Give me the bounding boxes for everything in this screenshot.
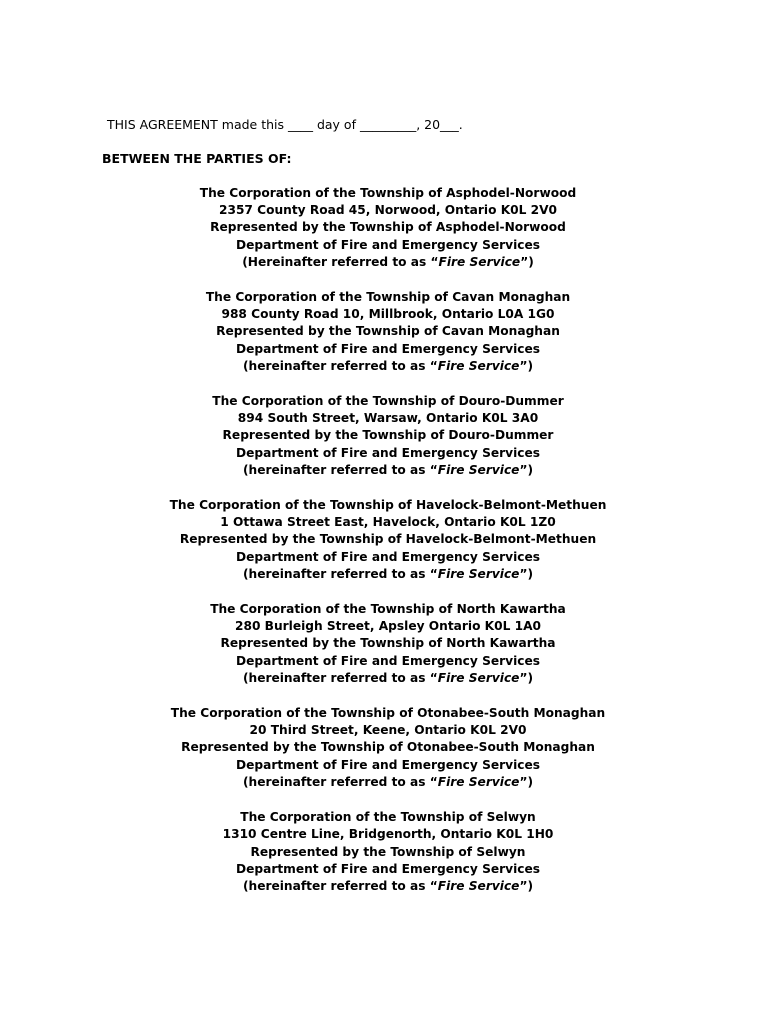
party-referred-to (0, 670, 770, 687)
party-department: Department of Fire and Emergency Services (236, 341, 540, 356)
party-corporation: The Corporation of the Township of Douro-Dummer (212, 394, 564, 409)
party-represented-by: Represented by the Township of Havelock-Belmont-Methuen (179, 532, 597, 547)
party-referred-to (0, 774, 770, 791)
party-department: Department of Fire and Emergency Services (236, 549, 540, 564)
party-represented-by: Represented by the Township of Douro-Dummer (222, 428, 554, 443)
party-corporation: The Corporation of the Township of Cavan Monaghan (205, 290, 571, 305)
party-referred-to (0, 462, 770, 479)
referred-prefix: (hereinafter referred to as “ (242, 774, 438, 789)
party-block (0, 601, 770, 687)
fire-service-term: Fire Service (437, 462, 520, 477)
party-address: 988 County Road 10, Millbrook, Ontario L0A 1G0 (221, 307, 555, 322)
fire-service-term: Fire Service (438, 254, 521, 269)
party-department: Department of Fire and Emergency Services (236, 757, 540, 772)
referred-suffix: ”) (519, 774, 534, 789)
party-represented-by: Represented by the Township of Otonabee-South Monaghan (181, 740, 595, 755)
fire-service-term: Fire Service (437, 358, 520, 373)
referred-suffix: ”) (519, 670, 534, 685)
party-referred-to (0, 254, 770, 271)
fire-service-term: Fire Service (437, 774, 520, 789)
party-block (0, 705, 770, 791)
parties-list (0, 185, 770, 913)
party-block (0, 809, 770, 895)
party-represented-by: Represented by the Township of Selwyn (250, 844, 526, 859)
referred-prefix: (Hereinafter referred to as “ (242, 254, 439, 269)
party-referred-to (0, 878, 770, 895)
party-department: Department of Fire and Emergency Services (236, 653, 540, 668)
party-address: 280 Burleigh Street, Apsley Ontario K0L 1A0 (234, 619, 542, 634)
fire-service-term: Fire Service (437, 878, 520, 893)
party-department: Department of Fire and Emergency Services (236, 237, 540, 252)
party-block (0, 393, 770, 479)
party-corporation: The Corporation of the Township of Otonabee-South Monaghan (170, 706, 606, 721)
fire-service-term: Fire Service (437, 566, 520, 581)
party-address: 894 South Street, Warsaw, Ontario K0L 3A0 (237, 411, 539, 426)
party-represented-by: Represented by the Township of Asphodel-Norwood (210, 220, 566, 235)
referred-prefix: (hereinafter referred to as “ (242, 878, 438, 893)
referred-suffix: ”) (519, 566, 534, 581)
referred-suffix: ”) (519, 878, 534, 893)
party-address: 1310 Centre Line, Bridgenorth, Ontario K0L 1H0 (222, 827, 554, 842)
party-department: Department of Fire and Emergency Services (236, 445, 540, 460)
referred-suffix: ”) (520, 254, 534, 269)
referred-prefix: (hereinafter referred to as “ (242, 358, 438, 373)
referred-suffix: ”) (519, 462, 534, 477)
party-represented-by: Represented by the Township of Cavan Monaghan (216, 324, 560, 339)
party-corporation: The Corporation of the Township of Selwyn (240, 810, 536, 825)
party-block (0, 289, 770, 375)
party-department: Department of Fire and Emergency Services (236, 861, 540, 876)
party-block (0, 497, 770, 583)
party-referred-to (0, 566, 770, 583)
party-represented-by: Represented by the Township of North Kawartha (220, 636, 556, 651)
party-referred-to (0, 358, 770, 375)
party-corporation: The Corporation of the Township of North Kawartha (210, 602, 566, 617)
party-address: 20 Third Street, Keene, Ontario K0L 2V0 (249, 723, 527, 738)
party-address: 2357 County Road 45, Norwood, Ontario K0L 2V0 (218, 203, 558, 218)
agreement-line: THIS AGREEMENT made this ____ day of _________, 20___. (107, 117, 463, 132)
party-corporation: The Corporation of the Township of Havelock-Belmont-Methuen (169, 498, 607, 513)
referred-prefix: (hereinafter referred to as “ (242, 566, 438, 581)
between-heading: BETWEEN THE PARTIES OF: (102, 151, 292, 166)
referred-prefix: (hereinafter referred to as “ (242, 462, 438, 477)
referred-suffix: ”) (519, 358, 534, 373)
fire-service-term: Fire Service (437, 670, 520, 685)
party-block (0, 185, 770, 271)
referred-prefix: (hereinafter referred to as “ (242, 670, 438, 685)
party-corporation: The Corporation of the Township of Asphodel-Norwood (199, 186, 577, 200)
party-address: 1 Ottawa Street East, Havelock, Ontario K0L 1Z0 (220, 515, 556, 530)
